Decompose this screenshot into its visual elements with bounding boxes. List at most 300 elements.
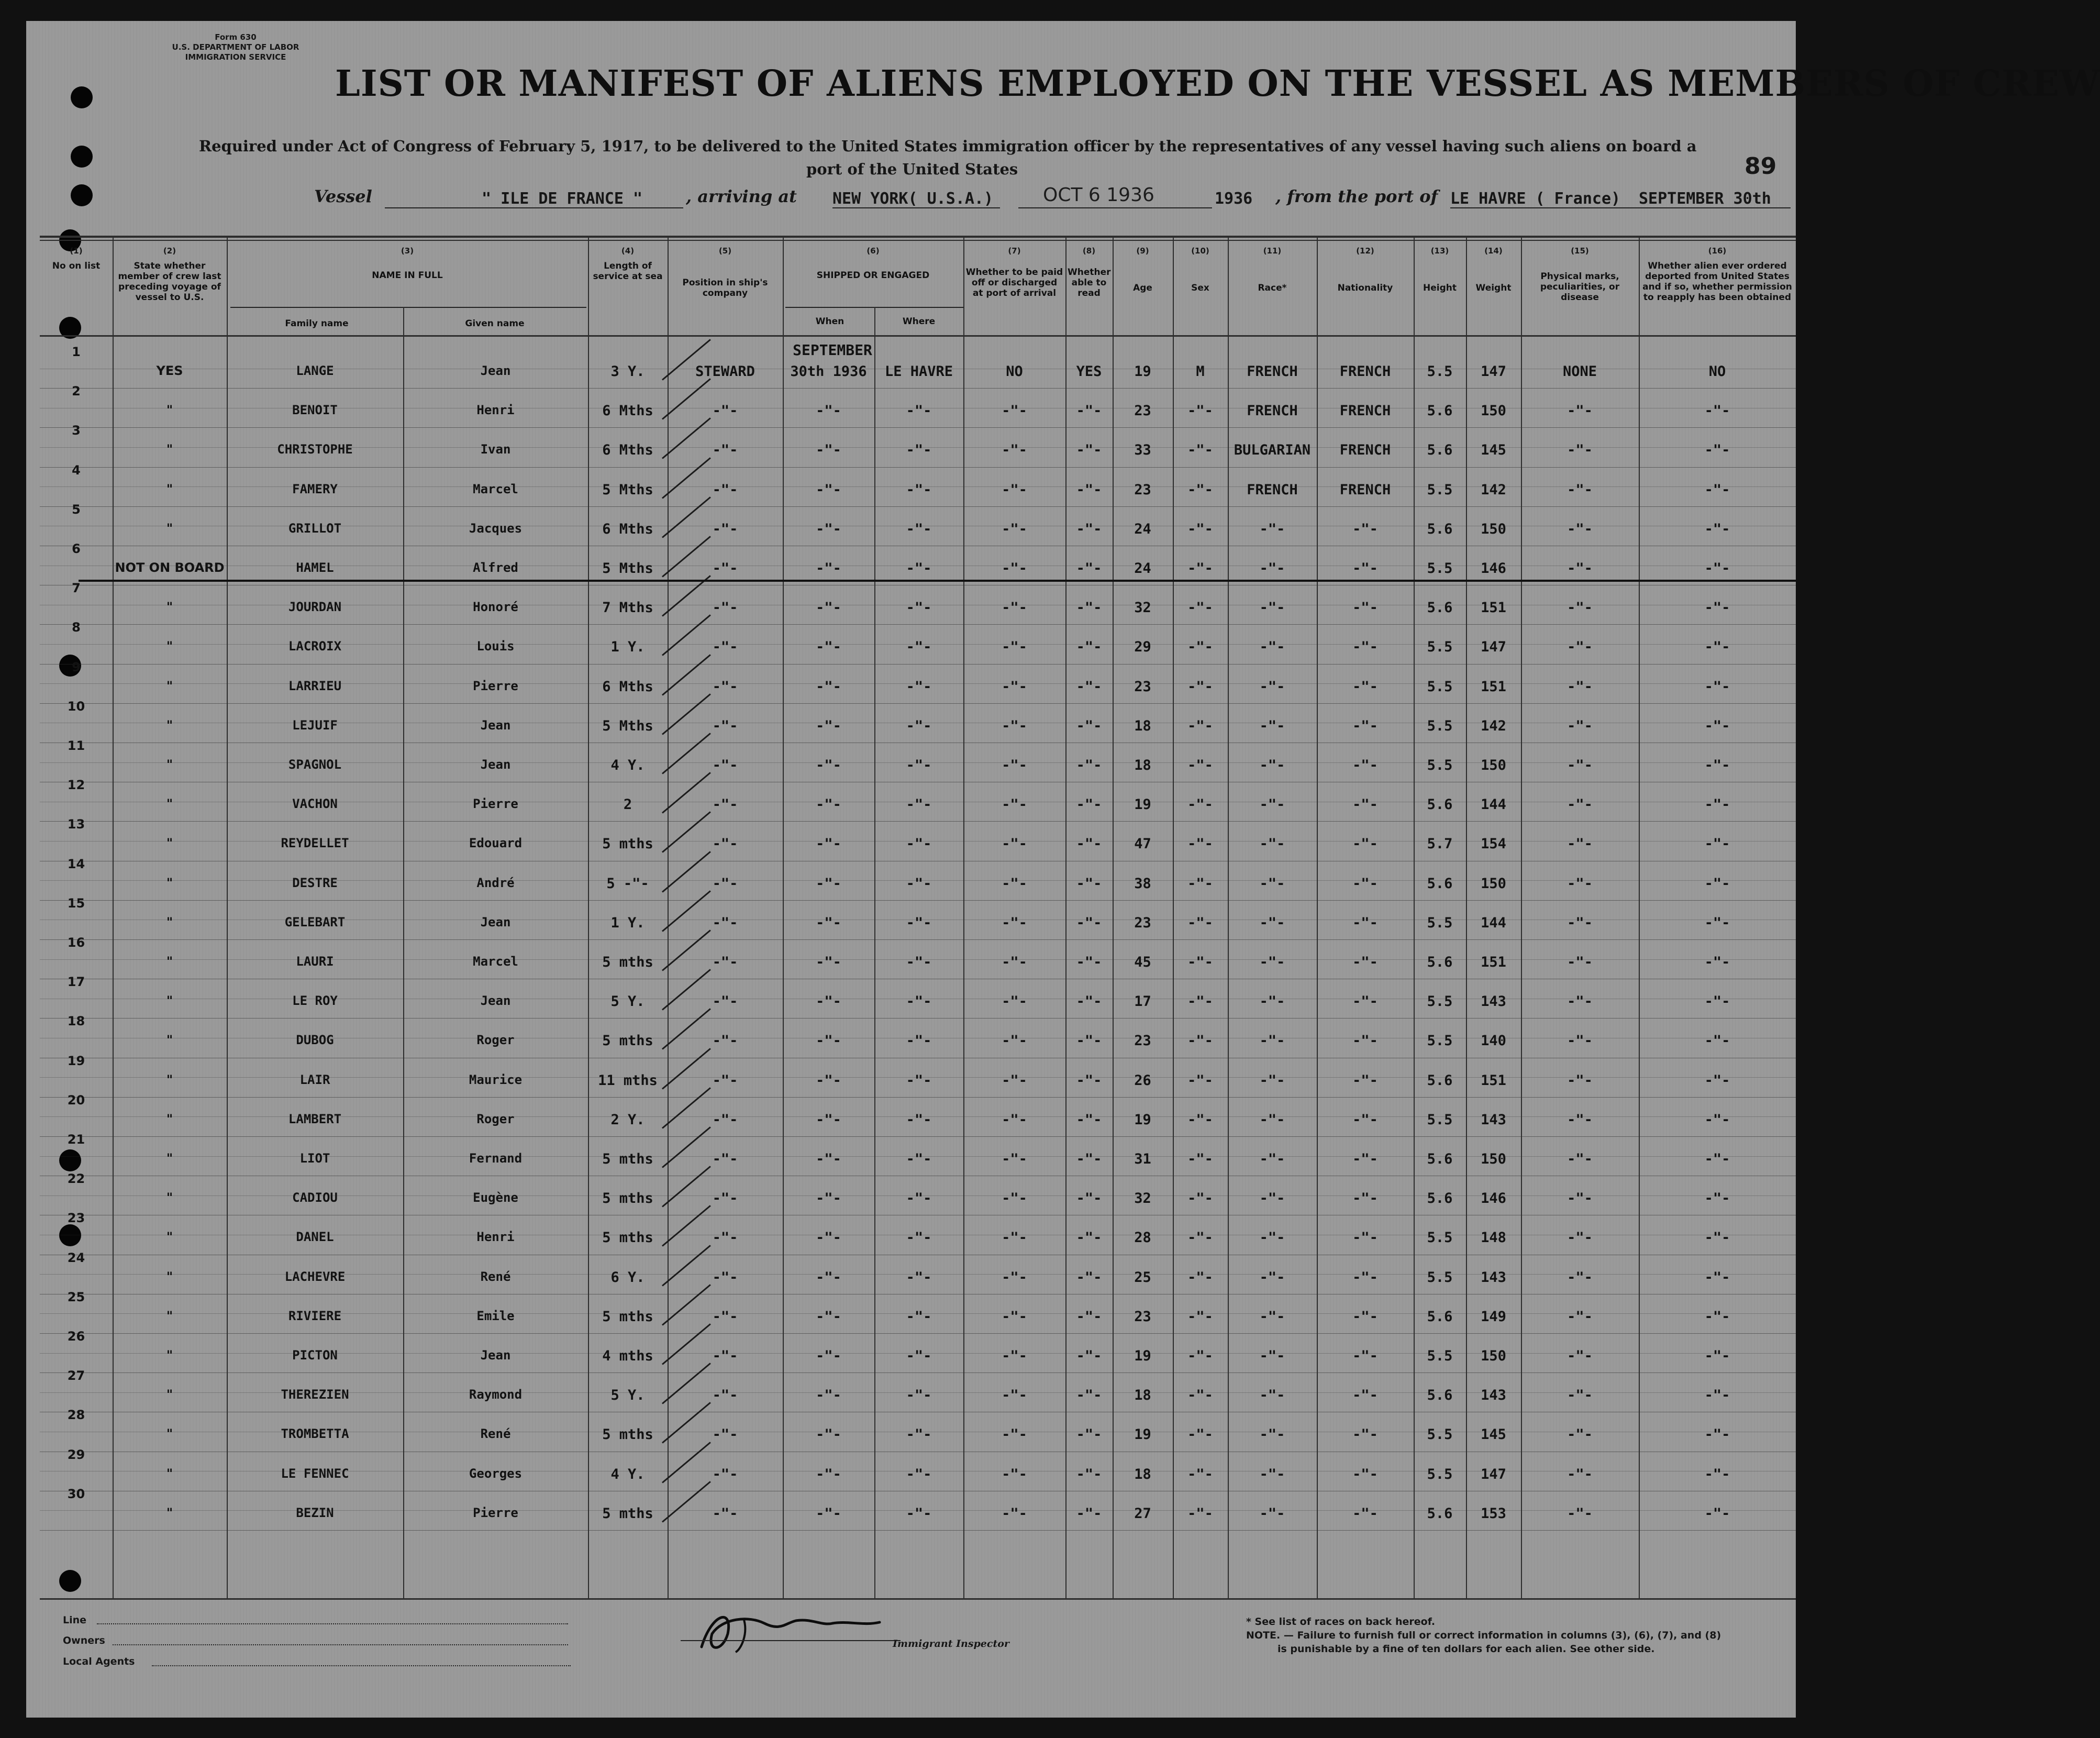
cell-race: -"- — [1259, 796, 1285, 813]
cell-paid: -"- — [1002, 1505, 1027, 1522]
cell-deported: NO — [1708, 363, 1726, 380]
cell-service: 4 mths — [602, 1348, 653, 1364]
cell-given: Marcel — [473, 954, 518, 969]
row-rule — [40, 1333, 1796, 1334]
cell-nat: -"- — [1352, 757, 1378, 773]
cell-prev: " — [166, 836, 173, 851]
cell-prev: " — [166, 1426, 173, 1442]
cell-where: -"- — [906, 1269, 932, 1286]
cell-paid: -"- — [1002, 442, 1027, 459]
cell-when: -"- — [816, 796, 841, 813]
cell-marks: -"- — [1567, 836, 1593, 853]
cell-deported: -"- — [1704, 678, 1730, 695]
cell-service: 5 mths — [602, 836, 653, 853]
cell-marks: -"- — [1567, 1230, 1593, 1246]
cell-read: -"- — [1076, 875, 1102, 892]
cell-race: -"- — [1259, 757, 1285, 773]
when-header: When — [815, 316, 845, 327]
cell-given: Emile — [476, 1308, 515, 1323]
punch-hole — [71, 86, 93, 108]
cell-race: -"- — [1259, 954, 1285, 970]
row-rule — [40, 821, 1796, 822]
cell-service: 5 Mths — [602, 560, 653, 577]
row-rule — [40, 467, 1796, 468]
cell-deported: -"- — [1704, 717, 1730, 734]
cell-when: -"- — [816, 1348, 841, 1364]
cell-n: 13 — [67, 817, 85, 832]
cell-marks: -"- — [1567, 993, 1593, 1010]
cell-prev: NOT ON BOARD — [115, 560, 225, 575]
cell-weight: 144 — [1481, 796, 1506, 813]
cell-where: -"- — [906, 521, 932, 537]
cell-race: FRENCH — [1247, 363, 1298, 380]
cell-marks: -"- — [1567, 954, 1593, 970]
cell-nat: -"- — [1352, 1230, 1378, 1246]
cell-race: -"- — [1259, 1308, 1285, 1325]
cell-weight: 150 — [1481, 875, 1506, 892]
cell-age: 19 — [1134, 796, 1151, 813]
cell-marks: -"- — [1567, 717, 1593, 734]
cell-read: -"- — [1076, 678, 1102, 695]
cell-read: -"- — [1076, 1348, 1102, 1364]
cell-marks: -"- — [1567, 1151, 1593, 1167]
cell-height: 5.6 — [1427, 1387, 1453, 1404]
cell-family: REYDELLET — [281, 836, 349, 851]
cell-nat: -"- — [1352, 1505, 1378, 1522]
cell-height: 5.6 — [1427, 442, 1453, 459]
cell-family: LACHEVRE — [284, 1269, 346, 1284]
cell-nat: -"- — [1352, 1033, 1378, 1049]
cell-where: -"- — [906, 678, 932, 695]
cell-marks: -"- — [1567, 678, 1593, 695]
cell-weight: 150 — [1481, 1151, 1506, 1167]
cell-sex: -"- — [1187, 1072, 1213, 1089]
column-number: (2) — [163, 246, 176, 256]
cell-n: 29 — [67, 1447, 85, 1462]
cell-paid: -"- — [1002, 1426, 1027, 1443]
cell-family: LE ROY — [292, 993, 338, 1009]
cell-position: -"- — [712, 914, 738, 931]
row-rule — [40, 506, 1796, 507]
cell-position: -"- — [712, 1190, 738, 1207]
cell-paid: -"- — [1002, 757, 1027, 773]
cell-service: 3 Y. — [610, 363, 645, 380]
cell-position: -"- — [712, 1505, 738, 1522]
cell-age: 18 — [1134, 717, 1151, 734]
cell-height: 5.5 — [1427, 678, 1453, 695]
cell-where: -"- — [906, 1426, 932, 1443]
cell-where: -"- — [906, 1033, 932, 1049]
cell-weight: 142 — [1481, 717, 1506, 734]
cell-service: 6 Mths — [602, 678, 653, 695]
cell-prev: YES — [156, 363, 183, 378]
cell-given: Jacques — [469, 521, 523, 536]
cell-marks: -"- — [1567, 1111, 1593, 1128]
cell-n: 8 — [72, 620, 81, 635]
cell-prev: " — [166, 1033, 173, 1048]
cell-weight: 146 — [1481, 560, 1506, 577]
arrival-port: NEW YORK( U.S.A.) — [832, 190, 994, 208]
cell-sex: -"- — [1187, 1505, 1213, 1522]
cell-deported: -"- — [1704, 1387, 1730, 1404]
cell-family: VACHON — [292, 796, 338, 812]
cell-weight: 147 — [1481, 639, 1506, 656]
cell-read: -"- — [1076, 1466, 1102, 1482]
cell-when: -"- — [816, 757, 841, 773]
cell-n: 28 — [67, 1408, 85, 1423]
cell-when: -"- — [816, 1230, 841, 1246]
cell-deported: -"- — [1704, 757, 1730, 773]
column-number: (11) — [1263, 246, 1282, 256]
cell-family: LARRIEU — [288, 678, 342, 693]
column-header: Height — [1423, 283, 1457, 293]
local-agents-label: Local Agents — [63, 1656, 135, 1667]
cell-given: Georges — [469, 1466, 523, 1481]
cell-sex: -"- — [1187, 1151, 1213, 1167]
cell-deported: -"- — [1704, 875, 1730, 892]
cell-age: 31 — [1134, 1151, 1151, 1167]
cell-nat: -"- — [1352, 1269, 1378, 1286]
column-header: Weight — [1475, 283, 1512, 293]
cell-when: -"- — [816, 560, 841, 577]
cell-family: LAIR — [299, 1072, 330, 1087]
row-rule — [40, 427, 1796, 428]
cell-deported: -"- — [1704, 481, 1730, 498]
cell-race: -"- — [1259, 1348, 1285, 1364]
cell-when: -"- — [816, 521, 841, 537]
cell-sex: -"- — [1187, 639, 1213, 656]
cell-family: BEZIN — [296, 1505, 334, 1520]
cell-weight: 142 — [1481, 481, 1506, 498]
cell-given: Jean — [480, 914, 511, 929]
cell-paid: -"- — [1002, 993, 1027, 1010]
cell-when: -"- — [816, 1151, 841, 1167]
cell-race: -"- — [1259, 914, 1285, 931]
cell-marks: -"- — [1567, 1348, 1593, 1364]
cell-age: 25 — [1134, 1269, 1151, 1286]
cell-deported: -"- — [1704, 1230, 1730, 1246]
cell-nat: -"- — [1352, 1190, 1378, 1207]
cell-when: -"- — [816, 954, 841, 970]
cell-sex: -"- — [1187, 1111, 1213, 1128]
cell-nat: FRENCH — [1339, 442, 1391, 459]
cell-height: 5.6 — [1427, 1190, 1453, 1207]
cell-read: -"- — [1076, 481, 1102, 498]
cell-deported: -"- — [1704, 993, 1730, 1010]
column-number: (14) — [1484, 246, 1503, 256]
cell-n: 1 — [72, 345, 81, 359]
cell-given: Henri — [476, 1230, 515, 1245]
cell-n: 16 — [67, 935, 85, 950]
cell-age: 26 — [1134, 1072, 1151, 1089]
column-number: (13) — [1430, 246, 1449, 256]
row-rule — [40, 388, 1796, 389]
cell-position: -"- — [712, 1269, 738, 1286]
column-number: (7) — [1008, 246, 1021, 256]
cell-marks: NONE — [1562, 363, 1597, 380]
cell-marks: -"- — [1567, 560, 1593, 577]
cell-read: -"- — [1076, 914, 1102, 931]
cell-deported: -"- — [1704, 403, 1730, 419]
cell-age: 19 — [1134, 363, 1151, 380]
cell-where: -"- — [906, 875, 932, 892]
cell-height: 5.5 — [1427, 1230, 1453, 1246]
cell-marks: -"- — [1567, 1505, 1593, 1522]
arriving-label: , arriving at — [686, 186, 797, 206]
cell-marks: -"- — [1567, 1387, 1593, 1404]
row-rule — [40, 624, 1796, 625]
cell-family: LACROIX — [288, 639, 342, 654]
cell-given: Jean — [480, 993, 511, 1009]
cell-marks: -"- — [1567, 639, 1593, 656]
cell-n: 11 — [67, 738, 85, 753]
cell-race: -"- — [1259, 993, 1285, 1010]
column-header: SHIPPED OR ENGAGED — [816, 270, 930, 281]
cell-read: -"- — [1076, 836, 1102, 853]
cell-weight: 148 — [1481, 1230, 1506, 1246]
cell-read: -"- — [1076, 1269, 1102, 1286]
cell-nat: FRENCH — [1339, 481, 1391, 498]
departure-date: SEPTEMBER 30th — [1639, 190, 1771, 208]
cell-where: LE HAVRE — [884, 363, 953, 380]
page-number: 89 — [1745, 153, 1777, 180]
cell-position: -"- — [712, 796, 738, 813]
cell-sex: -"- — [1187, 1308, 1213, 1325]
cell-age: 24 — [1134, 560, 1151, 577]
cell-read: YES — [1076, 363, 1102, 380]
cell-weight: 150 — [1481, 757, 1506, 773]
cell-where: -"- — [906, 560, 932, 577]
cell-nat: -"- — [1352, 1348, 1378, 1364]
cell-given: Eugène — [473, 1190, 518, 1205]
cell-age: 18 — [1134, 757, 1151, 773]
cell-nat: -"- — [1352, 678, 1378, 695]
vessel-name: " ILE DE FRANCE " — [482, 190, 643, 208]
cell-weight: 143 — [1481, 993, 1506, 1010]
cell-where: -"- — [906, 836, 932, 853]
cell-family: LIOT — [299, 1151, 330, 1166]
cell-paid: -"- — [1002, 1033, 1027, 1049]
cell-read: -"- — [1076, 1387, 1102, 1404]
cell-service: 5 Mths — [602, 717, 653, 734]
row-rule — [40, 703, 1796, 704]
cell-prev: " — [166, 442, 173, 457]
cell-read: -"- — [1076, 717, 1102, 734]
cell-deported: -"- — [1704, 1190, 1730, 1207]
cell-where: -"- — [906, 796, 932, 813]
cell-family: BENOIT — [292, 403, 338, 418]
cell-prev: " — [166, 1348, 173, 1363]
cell-paid: -"- — [1002, 600, 1027, 616]
cell-deported: -"- — [1704, 1033, 1730, 1049]
cell-marks: -"- — [1567, 1426, 1593, 1443]
cell-weight: 154 — [1481, 836, 1506, 853]
cell-prev: " — [166, 1230, 173, 1245]
cell-given: Roger — [476, 1033, 515, 1048]
cell-height: 5.5 — [1427, 560, 1453, 577]
cell-weight: 150 — [1481, 1348, 1506, 1364]
cell-family: CHRISTOPHE — [277, 442, 353, 457]
cell-prev: " — [166, 757, 173, 772]
cell-nat: -"- — [1352, 875, 1378, 892]
cell-age: 23 — [1134, 914, 1151, 931]
cell-prev: " — [166, 481, 173, 496]
cell-where: -"- — [906, 1466, 932, 1482]
cell-when: 30th 1936 — [790, 363, 867, 380]
cell-race: -"- — [1259, 1505, 1285, 1522]
cell-position: -"- — [712, 639, 738, 656]
cell-where: -"- — [906, 403, 932, 419]
cell-prev: " — [166, 954, 173, 969]
cell-sex: -"- — [1187, 796, 1213, 813]
punch-hole — [59, 1224, 81, 1246]
cell-sex: -"- — [1187, 481, 1213, 498]
column-header: Race* — [1258, 283, 1287, 293]
cell-prev: " — [166, 1151, 173, 1166]
cell-height: 5.5 — [1427, 757, 1453, 773]
cell-deported: -"- — [1704, 600, 1730, 616]
cell-prev: " — [166, 1387, 173, 1402]
cell-race: -"- — [1259, 1426, 1285, 1443]
cell-read: -"- — [1076, 1230, 1102, 1246]
cell-nat: -"- — [1352, 1387, 1378, 1404]
cell-sex: -"- — [1187, 1466, 1213, 1482]
punch-hole — [71, 146, 93, 168]
cell-marks: -"- — [1567, 796, 1593, 813]
cell-n: 25 — [67, 1289, 85, 1304]
cell-family: THEREZIEN — [281, 1387, 349, 1402]
column-header: Sex — [1191, 283, 1209, 293]
cell-family: PICTON — [292, 1348, 338, 1363]
cell-nat: FRENCH — [1339, 363, 1391, 380]
cell-where: -"- — [906, 1387, 932, 1404]
row-rule — [40, 939, 1796, 940]
cell-sex: -"- — [1187, 1190, 1213, 1207]
cell-where: -"- — [906, 442, 932, 459]
cell-position: -"- — [712, 1308, 738, 1325]
cell-paid: -"- — [1002, 560, 1027, 577]
cell-service: 2 — [623, 796, 632, 813]
cell-paid: -"- — [1002, 717, 1027, 734]
cell-position: -"- — [712, 875, 738, 892]
column-header: No on list — [52, 261, 101, 271]
cell-position: -"- — [712, 1072, 738, 1089]
cell-given: Jean — [480, 717, 511, 733]
cell-n: 3 — [72, 423, 81, 438]
column-number: (1) — [70, 246, 83, 256]
cell-where: -"- — [906, 1348, 932, 1364]
cell-paid: -"- — [1002, 1466, 1027, 1482]
cell-race: -"- — [1259, 1466, 1285, 1482]
cell-service: 5 mths — [602, 1033, 653, 1049]
cell-deported: -"- — [1704, 1111, 1730, 1128]
cell-weight: 143 — [1481, 1387, 1506, 1404]
cell-position: -"- — [712, 560, 738, 577]
cell-service: 1 Y. — [610, 639, 645, 656]
cell-paid: -"- — [1002, 875, 1027, 892]
cell-marks: -"- — [1567, 1269, 1593, 1286]
cell-paid: NO — [1006, 363, 1023, 380]
cell-position: -"- — [712, 678, 738, 695]
cell-when: -"- — [816, 1505, 841, 1522]
cell-given: René — [480, 1426, 511, 1442]
cell-position: -"- — [712, 836, 738, 853]
cell-where: -"- — [906, 1111, 932, 1128]
cell-sex: -"- — [1187, 717, 1213, 734]
form-number: Form 630 — [215, 32, 257, 42]
cell-nat: -"- — [1352, 914, 1378, 931]
cell-given: André — [476, 875, 515, 890]
cell-height: 5.5 — [1427, 993, 1453, 1010]
cell-paid: -"- — [1002, 1111, 1027, 1128]
cell-marks: -"- — [1567, 1072, 1593, 1089]
cell-race: -"- — [1259, 1230, 1285, 1246]
column-number: (10) — [1191, 246, 1209, 256]
cell-deported: -"- — [1704, 1466, 1730, 1482]
cell-nat: -"- — [1352, 836, 1378, 853]
column-number: (9) — [1136, 246, 1149, 256]
cell-n: 30 — [67, 1486, 85, 1501]
cell-family: JOURDAN — [288, 600, 342, 615]
cell-given: Ivan — [480, 442, 511, 457]
cell-race: -"- — [1259, 875, 1285, 892]
cell-height: 5.7 — [1427, 836, 1453, 853]
cell-paid: -"- — [1002, 796, 1027, 813]
cell-height: 5.6 — [1427, 1151, 1453, 1167]
cell-service: 1 Y. — [610, 914, 645, 931]
cell-when: -"- — [816, 1033, 841, 1049]
cell-service: 6 Mths — [602, 403, 653, 419]
cell-position: -"- — [712, 1348, 738, 1364]
cell-n: 18 — [67, 1014, 85, 1029]
cell-race: -"- — [1259, 1387, 1285, 1404]
cell-service: 5 mths — [602, 1230, 653, 1246]
cell-race: -"- — [1259, 1269, 1285, 1286]
cell-nat: -"- — [1352, 1111, 1378, 1128]
departure-port: LE HAVRE ( France) — [1450, 190, 1621, 208]
cell-age: 27 — [1134, 1505, 1151, 1522]
cell-height: 5.5 — [1427, 914, 1453, 931]
cell-prev: " — [166, 1308, 173, 1323]
cell-marks: -"- — [1567, 757, 1593, 773]
cell-sex: -"- — [1187, 403, 1213, 419]
cell-given: Maurice — [469, 1072, 523, 1087]
cell-weight: 151 — [1481, 678, 1506, 695]
cell-weight: 151 — [1481, 1072, 1506, 1089]
cell-weight: 147 — [1481, 1466, 1506, 1482]
cell-family: LANGE — [296, 363, 334, 378]
cell-sex: -"- — [1187, 993, 1213, 1010]
cell-age: 19 — [1134, 1348, 1151, 1364]
cell-height: 5.6 — [1427, 1308, 1453, 1325]
column-number: (4) — [621, 246, 635, 256]
cell-height: 5.5 — [1427, 717, 1453, 734]
cell-age: 18 — [1134, 1466, 1151, 1482]
cell-n: 19 — [67, 1053, 85, 1068]
cell-read: -"- — [1076, 1190, 1102, 1207]
cell-service: 6 Mths — [602, 521, 653, 537]
cell-service: 5 mths — [602, 1190, 653, 1207]
cell-weight: 151 — [1481, 954, 1506, 970]
cell-n: 21 — [67, 1132, 85, 1147]
cell-service: 6 Mths — [602, 442, 653, 459]
cell-family: HAMEL — [296, 560, 334, 575]
cell-nat: -"- — [1352, 1072, 1378, 1089]
cell-deported: -"- — [1704, 1308, 1730, 1325]
cell-weight: 143 — [1481, 1269, 1506, 1286]
cell-when: -"- — [816, 481, 841, 498]
cell-given: Henri — [476, 403, 515, 418]
